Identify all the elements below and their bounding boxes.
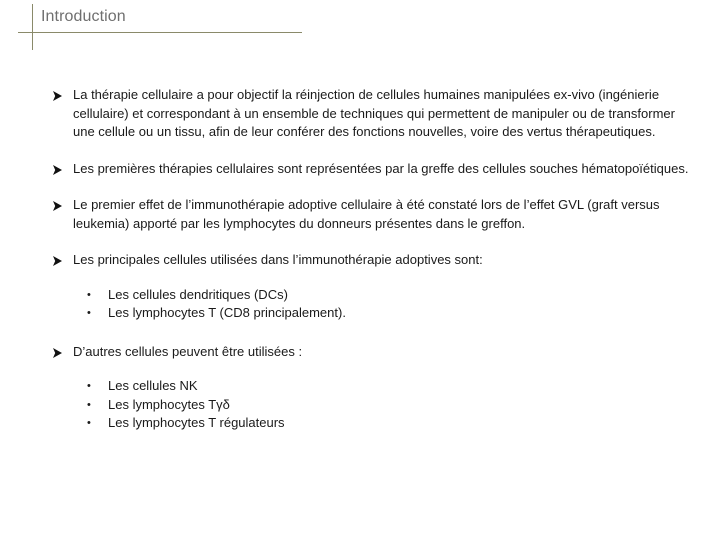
sub-bullet-item <box>52 304 692 323</box>
sub-bullet-item <box>52 377 692 396</box>
arrow-right-icon <box>52 256 63 266</box>
arrow-right-icon <box>52 201 63 211</box>
dot-icon: • <box>87 398 91 411</box>
bullet-item <box>52 343 692 362</box>
sub-bullet-text: Les cellules NK <box>108 378 198 393</box>
sub-bullet-list <box>52 286 692 323</box>
sub-bullet-text: Les lymphocytes T (CD8 principalement). <box>108 305 346 320</box>
sub-bullet-text: Les cellules dendritiques (DCs) <box>108 286 288 302</box>
dot-icon: • <box>87 417 91 429</box>
bullet-text: Les principales cellules utilisées dans l’immunothérapie adoptives sont: <box>73 252 483 267</box>
slide-title: Introduction <box>41 8 126 25</box>
bullet-text: D’autres cellules peuvent être utilisées : <box>73 343 303 359</box>
sub-bullet-text: Les lymphocytes Tγδ <box>108 396 230 412</box>
bullet-item <box>52 160 692 179</box>
sub-bullet-list <box>52 377 692 433</box>
bullet-item <box>52 251 692 270</box>
dot-icon: • <box>87 380 91 392</box>
bullet-item <box>52 196 692 233</box>
sub-bullet-text: Les lymphocytes T régulateurs <box>108 415 285 430</box>
arrow-right-icon <box>52 91 63 101</box>
dot-icon: • <box>87 288 91 301</box>
sub-bullet-item <box>52 396 692 415</box>
bullet-item <box>52 86 692 142</box>
slide-content <box>52 86 692 453</box>
arrow-right-icon <box>52 165 63 175</box>
title-horizontal-rule <box>18 32 302 33</box>
bullet-text: Les premières thérapies cellulaires sont représentées par la greffe des cellules souches hématopoïétiques. <box>73 160 689 176</box>
bullet-text: Le premier effet de l’immunothérapie adoptive cellulaire à été constaté lors de l’effet GVL (graft versus leukemia) apporté par les lymphocytes du donneurs présentes dans le greffon. <box>73 197 660 231</box>
sub-bullet-item <box>52 414 692 433</box>
dot-icon: • <box>87 307 91 319</box>
arrow-right-icon <box>52 348 63 358</box>
sub-bullet-item <box>52 286 692 305</box>
bullet-text: La thérapie cellulaire a pour objectif la réinjection de cellules humaines manipulées ex-vivo (ingénierie cellulaire) et correspondant à un ensemble de techniques qui permettent de manipuler ou de transformer une cellule ou un tissu, afin de leur conférer des fonctions nouvelles, voire des vertus thérapeutiques. <box>73 87 675 139</box>
title-vertical-rule <box>32 4 33 50</box>
